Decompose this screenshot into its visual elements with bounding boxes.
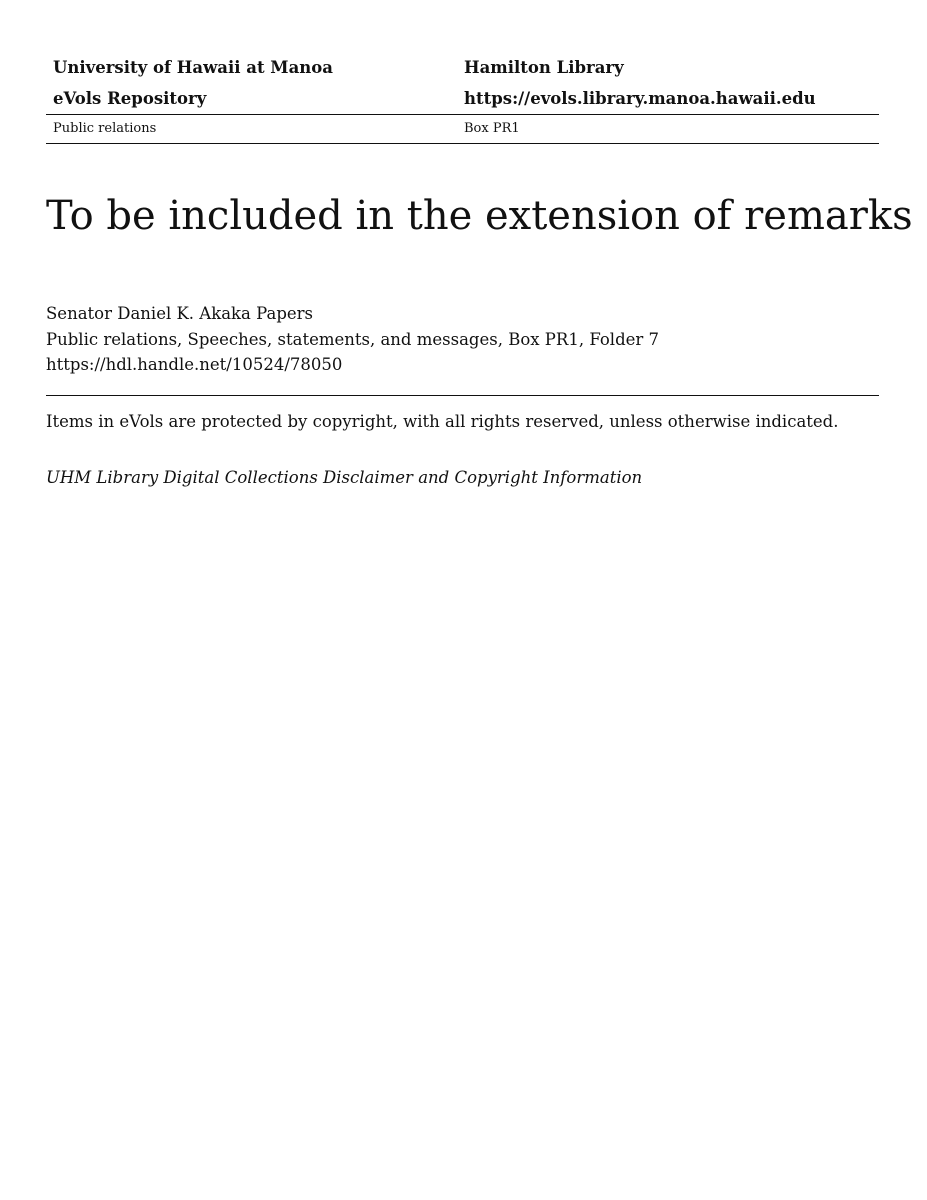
disclaimer-link[interactable]: UHM Library Digital Collections Disclaimer and Copyright Information: [46, 468, 643, 487]
repository-url: https://evols.library.manoa.hawaii.edu: [464, 89, 816, 108]
folder-location: Public relations, Speeches, statements, and messages, Box PR1, Folder 7: [46, 329, 660, 349]
institution-name: University of Hawaii at Manoa: [53, 58, 333, 77]
library-name: Hamilton Library: [464, 58, 624, 77]
series-label: Public relations: [53, 121, 157, 136]
header-row-repository: [46, 83, 879, 115]
header-row-series: [46, 115, 879, 144]
divider: [46, 395, 879, 396]
handle-link[interactable]: https://hdl.handle.net/10524/78050: [46, 355, 343, 374]
header-row-top: [46, 52, 879, 83]
repository-name: eVols Repository: [53, 89, 207, 108]
document-metadata: [46, 301, 659, 378]
copyright-notice: Items in eVols are protected by copyright, with all rights reserved, unless otherwise indicated.: [46, 412, 839, 431]
box-label: Box PR1: [464, 121, 520, 136]
document-title: To be included in the extension of remarks: [46, 193, 913, 239]
collection-name: Senator Daniel K. Akaka Papers: [46, 304, 314, 323]
header-table: [46, 52, 879, 144]
